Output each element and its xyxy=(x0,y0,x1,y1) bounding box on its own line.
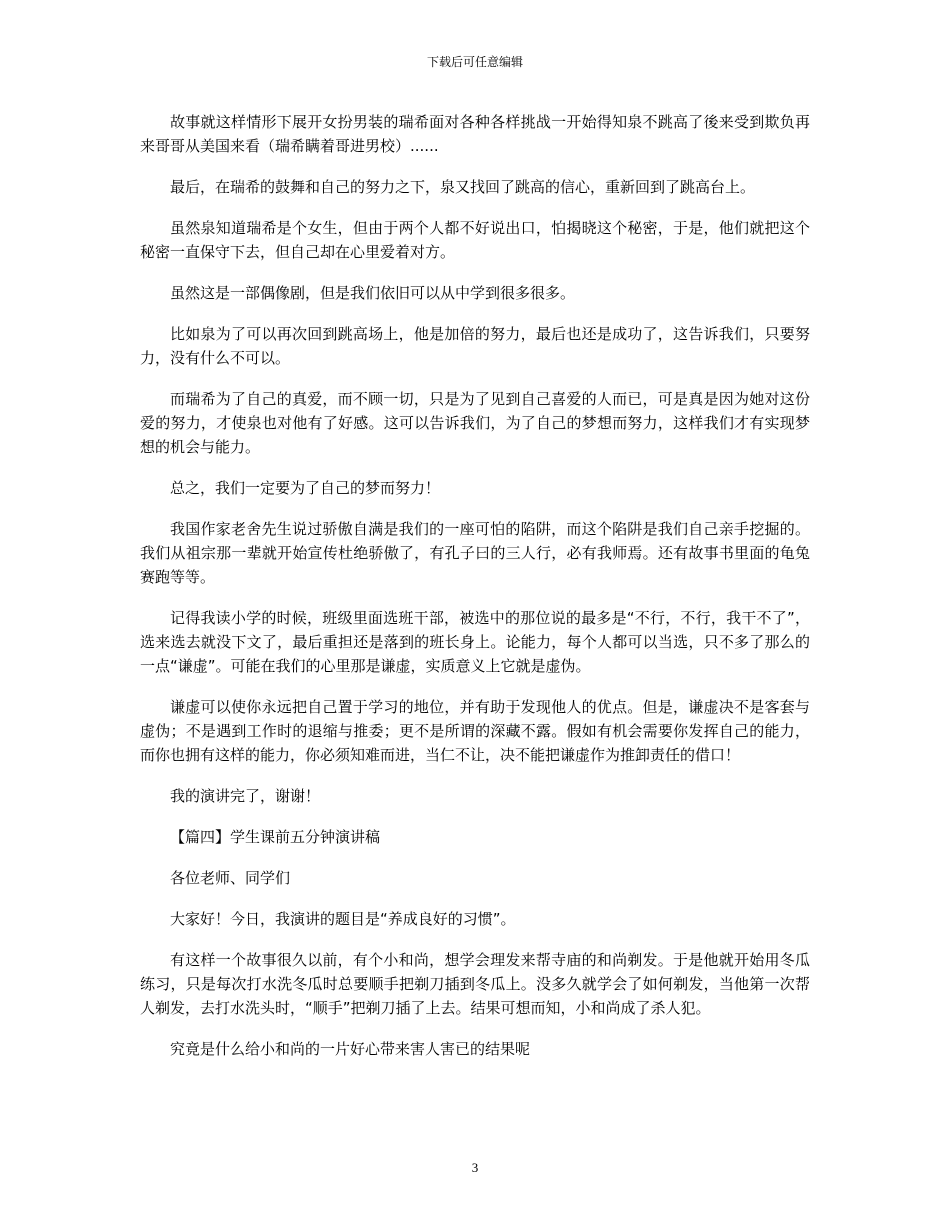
paragraph: 我国作家老舍先生说过骄傲自满是我们的一座可怕的陷阱，而这个陷阱是我们自己亲手挖掘的。我们从祖宗那一辈就开始宣传杜绝骄傲了，有孔子曰的三人行，必有我师焉。还有故事书里面的龟兔赛跑等等。 xyxy=(140,520,810,586)
paragraph: 故事就这样情形下展开女扮男装的瑞希面对各种各样挑战一开始得知泉不跳高了後来受到欺负再来哥哥从美国来看（瑞希瞒着哥进男校）...... xyxy=(140,113,810,155)
paragraph: 虽然这是一部偶像剧，但是我们依旧可以从中学到很多很多。 xyxy=(170,284,576,302)
salutation: 各位老师、同学们 xyxy=(170,869,291,887)
paragraph: 谦虚可以使你永远把自己置于学习的地位，并有助于发现他人的优点。但是，谦虚决不是客套与虚伪；不是遇到工作时的退缩与推委；更不是所谓的深藏不露。假如有机会需要你发挥自己的能力，而你也拥有这样的能力，你必须知难而进，当仁不让，决不能把谦虚作为推卸责任的借口！ xyxy=(140,698,810,764)
section-heading: 【篇四】学生课前五分钟演讲稿 xyxy=(170,828,381,846)
paragraph: 而瑞希为了自己的真爱，而不顾一切，只是为了见到自己喜爱的人而已，可是真是因为她对这份爱的努力，才使泉也对他有了好感。这可以告诉我们，为了自己的梦想而努力，这样我们才有实现梦想的机会与能力。 xyxy=(140,390,810,456)
paragraph: 最后，在瑞希的鼓舞和自己的努力之下，泉又找回了跳高的信心，重新回到了跳高台上。 xyxy=(170,178,756,196)
paragraph: 究竟是什么给小和尚的一片好心带来害人害已的结果呢 xyxy=(170,1040,531,1058)
paragraph: 比如泉为了可以再次回到跳高场上，他是加倍的努力，最后也还是成功了，这告诉我们，只要努力，没有什么不可以。 xyxy=(140,325,810,367)
paragraph: 总之，我们一定要为了自己的梦而努力！ xyxy=(170,479,441,497)
paragraph: 有这样一个故事很久以前，有个小和尚，想学会理发来帮寺庙的和尚剃发。于是他就开始用冬瓜练习，只是每次打水洗冬瓜时总要顺手把剃刀插到冬瓜上。没多久就学会了如何剃发，当他第一次帮人剃发，去打水洗头时，“顺手”把剃刀插了上去。结果可想而知，小和尚成了杀人犯。 xyxy=(140,951,810,1017)
paragraph: 虽然泉知道瑞希是个女生，但由于两个人都不好说出口，怕揭晓这个秘密，于是，他们就把这个秘密一直保守下去，但自己却在心里爱着对方。 xyxy=(140,219,810,261)
page-header: 下载后可任意编辑 xyxy=(426,55,523,69)
paragraph: 记得我读小学的时候，班级里面选班干部，被选中的那位说的最多是“不行，不行，我干不了”，选来选去就没下文了，最后重担还是落到的班长身上。论能力，每个人都可以当选，只不多了那么的一点“谦虚”。可能在我们的心里那是谦虚，实质意义上它就是虚伪。 xyxy=(140,609,810,675)
page-number: 3 xyxy=(471,1160,479,1175)
paragraph: 我的演讲完了，谢谢！ xyxy=(170,787,321,805)
paragraph: 大家好！今日，我演讲的题目是“养成良好的习惯”。 xyxy=(170,910,516,928)
document-body xyxy=(140,110,810,1078)
